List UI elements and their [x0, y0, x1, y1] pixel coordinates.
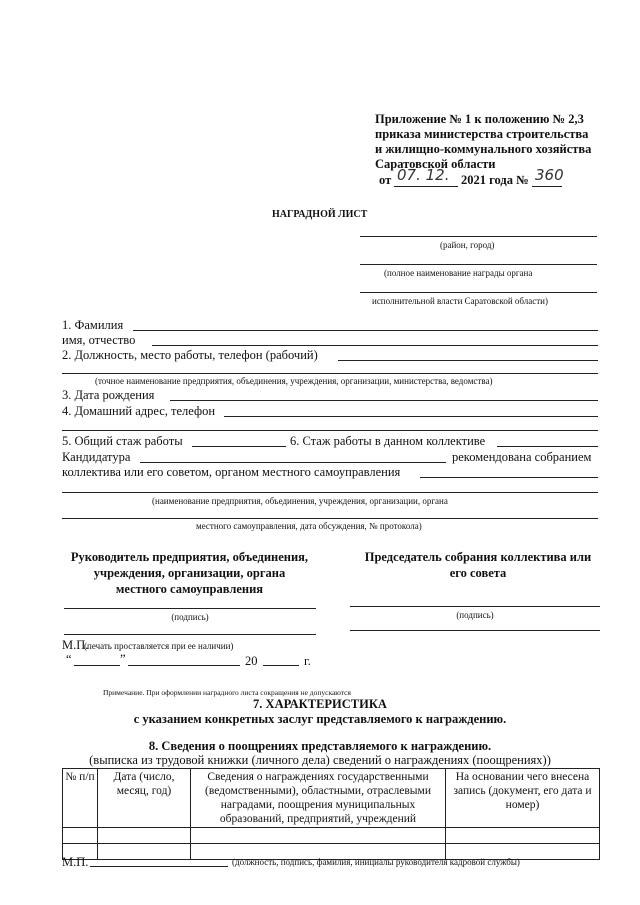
district-line	[360, 236, 597, 237]
header-line-4: Саратовской области	[375, 157, 496, 171]
head-name-line[interactable]	[64, 634, 316, 635]
collective-experience-label: 6. Стаж работы в данном коллективе	[290, 434, 486, 448]
position-caption: (точное наименование предприятия, объединения, учреждения, организации, министерства, ведомства)	[95, 376, 493, 386]
surname-field[interactable]	[133, 330, 598, 331]
section8-title: 8. Сведения о поощрениях представляемого к награждению.	[148, 739, 492, 753]
award-caption: (полное наименование награды органа	[384, 268, 533, 278]
header-line-3: и жилищно-коммунального хозяйства	[375, 142, 592, 156]
year-field[interactable]	[263, 665, 299, 666]
authority-line	[360, 292, 597, 293]
col-number: № п/п	[63, 769, 98, 828]
header-line-1: Приложение № 1 к положению № 2,3	[375, 112, 584, 126]
section8-subtitle: (выписка из трудовой книжки (личного дела) сведений о награждениях (поощрениях))	[89, 753, 551, 767]
authority-caption: исполнительной власти Саратовской области)	[372, 296, 548, 306]
year-suffix: г.	[304, 654, 311, 668]
total-experience-field[interactable]	[192, 446, 286, 447]
head-signature-line[interactable]	[64, 608, 316, 609]
document-title: НАГРАДНОЙ ЛИСТ	[272, 209, 368, 220]
footer-stamp: М.П.	[62, 855, 89, 869]
header-line-2: приказа министерства строительства	[375, 127, 589, 141]
collective-field[interactable]	[420, 477, 598, 478]
table-row	[63, 828, 600, 844]
quote-close: ”	[120, 652, 126, 666]
birth-date-label: 3. Дата рождения	[62, 388, 155, 402]
head-title-1: Руководитель предприятия, объединения,	[70, 550, 309, 564]
date-underline	[394, 186, 458, 187]
handwritten-number: 360	[535, 166, 564, 184]
table-header-row	[63, 769, 600, 828]
header-date-prefix: от	[379, 173, 392, 187]
chair-signature-line[interactable]	[350, 606, 600, 607]
org-field-2[interactable]	[62, 518, 598, 519]
position-field[interactable]	[338, 360, 598, 361]
section7-subtitle: с указанием конкретных заслуг представляемого к награждению.	[133, 712, 507, 726]
award-line	[360, 264, 597, 265]
address-field[interactable]	[224, 416, 598, 417]
century-label: 20	[245, 654, 258, 668]
birth-date-field[interactable]	[170, 400, 598, 401]
head-signature-caption: (подпись)	[171, 612, 209, 622]
month-field[interactable]	[128, 665, 240, 666]
awards-table	[62, 768, 600, 860]
name-label: имя, отчество	[62, 333, 136, 347]
stamp-note: (печать проставляется при ее наличии)	[84, 641, 234, 651]
head-title-2: учреждения, организации, органа	[93, 566, 286, 580]
section7-title: 7. ХАРАКТЕРИСТИКА	[253, 697, 387, 711]
stamp-label: М.П.	[62, 638, 89, 652]
name-field[interactable]	[152, 345, 598, 346]
day-field[interactable]	[74, 665, 120, 666]
note-text: Примечание. При оформлении наградного листа сокращения не допускаются	[103, 688, 351, 697]
handwritten-date: 07. 12.	[397, 166, 450, 184]
col-awards: Сведения о награждениях государственными (ведомственными), областными, отраслевыми наградами, поощрения муниципальных образований, предприятий, учреждений	[191, 769, 446, 828]
org-caption: (наименование предприятия, объединения, учреждения, организации, органа	[152, 496, 448, 506]
chair-signature-caption: (подпись)	[456, 610, 494, 620]
col-date: Дата (число, месяц, год)	[98, 769, 191, 828]
org-field[interactable]	[62, 492, 598, 493]
head-title-3: местного самоуправления	[115, 582, 264, 596]
recommended-label: рекомендована собранием	[452, 450, 592, 464]
org-caption-2: местного самоуправления, дата обсуждения, № протокола)	[196, 521, 422, 531]
surname-label: 1. Фамилия	[62, 318, 124, 332]
candidacy-label: Кандидатура	[62, 450, 131, 464]
position-field-2[interactable]	[62, 373, 598, 374]
chair-title-1: Председатель собрания коллектива или	[364, 550, 592, 564]
district-caption: (район, город)	[440, 240, 495, 250]
address-label: 4. Домашний адрес, телефон	[62, 404, 216, 418]
collective-label: коллектива или его советом, органом местного самоуправления	[62, 465, 401, 479]
col-basis: На основании чего внесена запись (документ, его дата и номер)	[446, 769, 600, 828]
collective-experience-field[interactable]	[497, 446, 598, 447]
footer-caption: (должность, подпись, фамилия, инициалы руководителя кадровой службы)	[232, 857, 520, 867]
chair-name-line[interactable]	[350, 630, 600, 631]
total-experience-label: 5. Общий стаж работы	[62, 434, 183, 448]
footer-signature-line[interactable]	[90, 866, 228, 867]
quote-open: “	[66, 652, 72, 666]
position-label: 2. Должность, место работы, телефон (рабочий)	[62, 348, 318, 362]
header-year-text: 2021 года №	[461, 173, 529, 187]
number-underline	[532, 186, 562, 187]
candidacy-field[interactable]	[140, 462, 446, 463]
chair-title-2: его совета	[449, 566, 507, 580]
address-field-2[interactable]	[62, 430, 598, 431]
